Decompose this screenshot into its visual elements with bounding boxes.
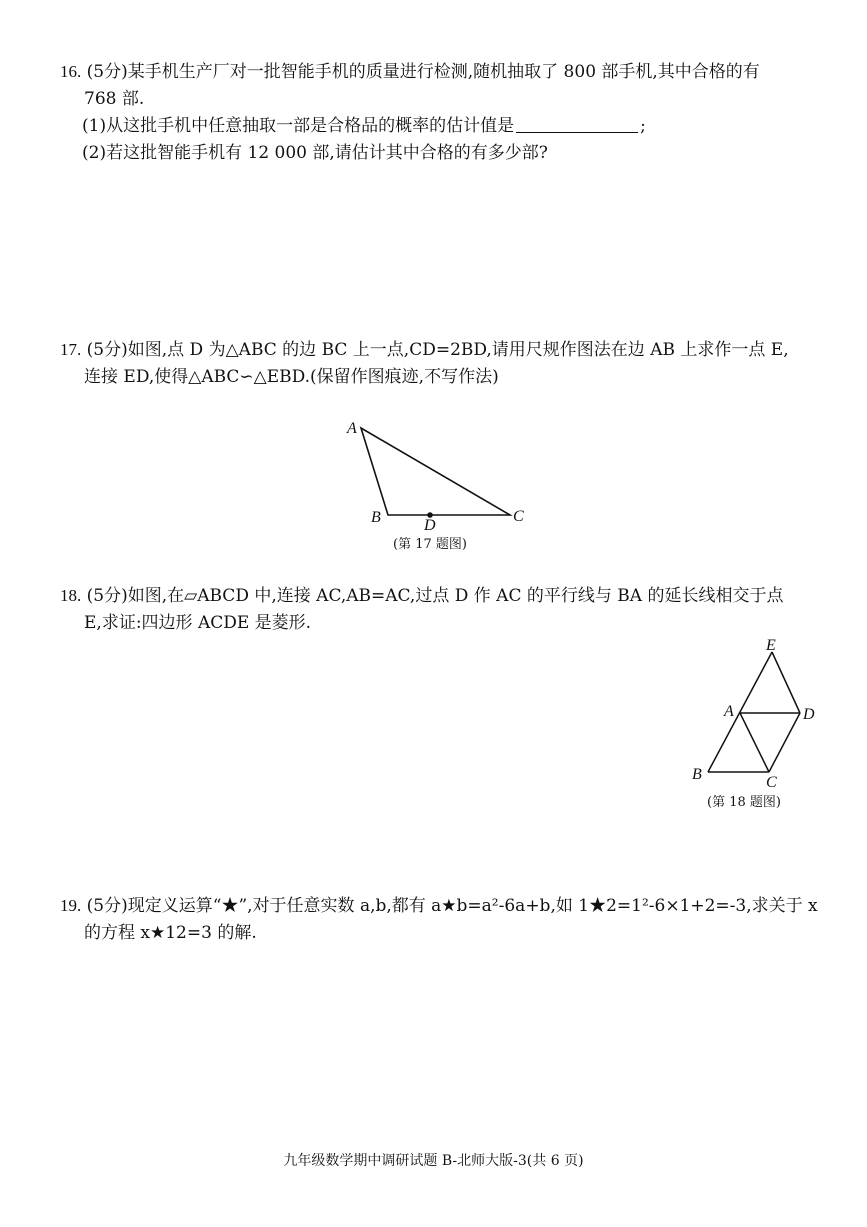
question-text: 如图,在▱ABCD 中,连接 AC,AB=AC,过点 D 作 AC 的平行线与 BA 的延长线相交于点 [127, 586, 784, 606]
question-17-stem-line1 [60, 336, 830, 364]
question-19-stem-line2: 的方程 x★12=3 的解. [84, 923, 257, 943]
label-c: C [513, 508, 524, 525]
question-points: (5分) [86, 896, 128, 916]
question-19 [60, 892, 830, 947]
question-text: 现定义运算“★”,对于任意实数 a,b,都有 a★b=a²-6a+b,如 1★2=1²-6×1+2=-3,求关于 x [127, 896, 818, 916]
question-text: 某手机生产厂对一批智能手机的质量进行检测,随机抽取了 800 部手机,其中合格的有 [127, 62, 760, 82]
question-16-part-2 [60, 140, 830, 167]
page-footer: 九年级数学期中调研试题 B-北师大版-3(共 6 页) [283, 1153, 584, 1169]
figure-18-rhombus [690, 638, 830, 792]
part-suffix: ; [640, 116, 646, 136]
part-text: 从这批手机中任意抽取一部是合格品的概率的估计值是 [106, 116, 515, 136]
figure-18-caption: (第 18 题图) [707, 795, 781, 810]
answer-blank[interactable] [516, 114, 638, 133]
question-18-stem-line1 [60, 582, 830, 610]
label-b: B [692, 766, 702, 783]
question-16-stem-line2: 768 部. [84, 89, 145, 109]
question-number: 18. [60, 586, 82, 605]
part-label: (2) [82, 143, 107, 163]
label-d: D [424, 517, 436, 534]
figure-17-triangle [340, 415, 540, 539]
question-17 [60, 336, 830, 391]
question-16-part-1 [60, 113, 830, 140]
question-points: (5分) [86, 62, 128, 82]
question-19-stem-line1 [60, 892, 830, 920]
figure-17-caption: (第 17 题图) [393, 537, 467, 552]
question-number: 17. [60, 340, 82, 359]
label-a: A [724, 703, 734, 720]
question-number: 16. [60, 62, 82, 81]
parallelogram-rhombus-diagram [690, 638, 830, 788]
question-text: 如图,点 D 为△ABC 的边 BC 上一点,CD=2BD,请用尺规作图法在边 AB 上求作一点 E, [127, 340, 789, 360]
part-text: 若这批智能手机有 12 000 部,请估计其中合格的有多少部? [106, 143, 548, 163]
triangle-abc-diagram [340, 415, 540, 535]
question-17-stem-line2: 连接 ED,使得△ABC∽△EBD.(保留作图痕迹,不写作法) [84, 367, 499, 387]
question-18 [60, 582, 830, 637]
part-label: (1) [82, 116, 107, 136]
question-points: (5分) [86, 586, 128, 606]
question-16-stem-line1 [60, 58, 830, 86]
question-18-stem-line2: E,求证:四边形 ACDE 是菱形. [84, 613, 312, 633]
question-number: 19. [60, 896, 82, 915]
question-16 [60, 58, 830, 167]
label-e: E [766, 638, 776, 654]
label-c: C [766, 774, 777, 788]
label-a: A [347, 420, 357, 437]
label-b: B [371, 509, 381, 526]
label-d: D [803, 706, 815, 723]
question-points: (5分) [86, 340, 128, 360]
